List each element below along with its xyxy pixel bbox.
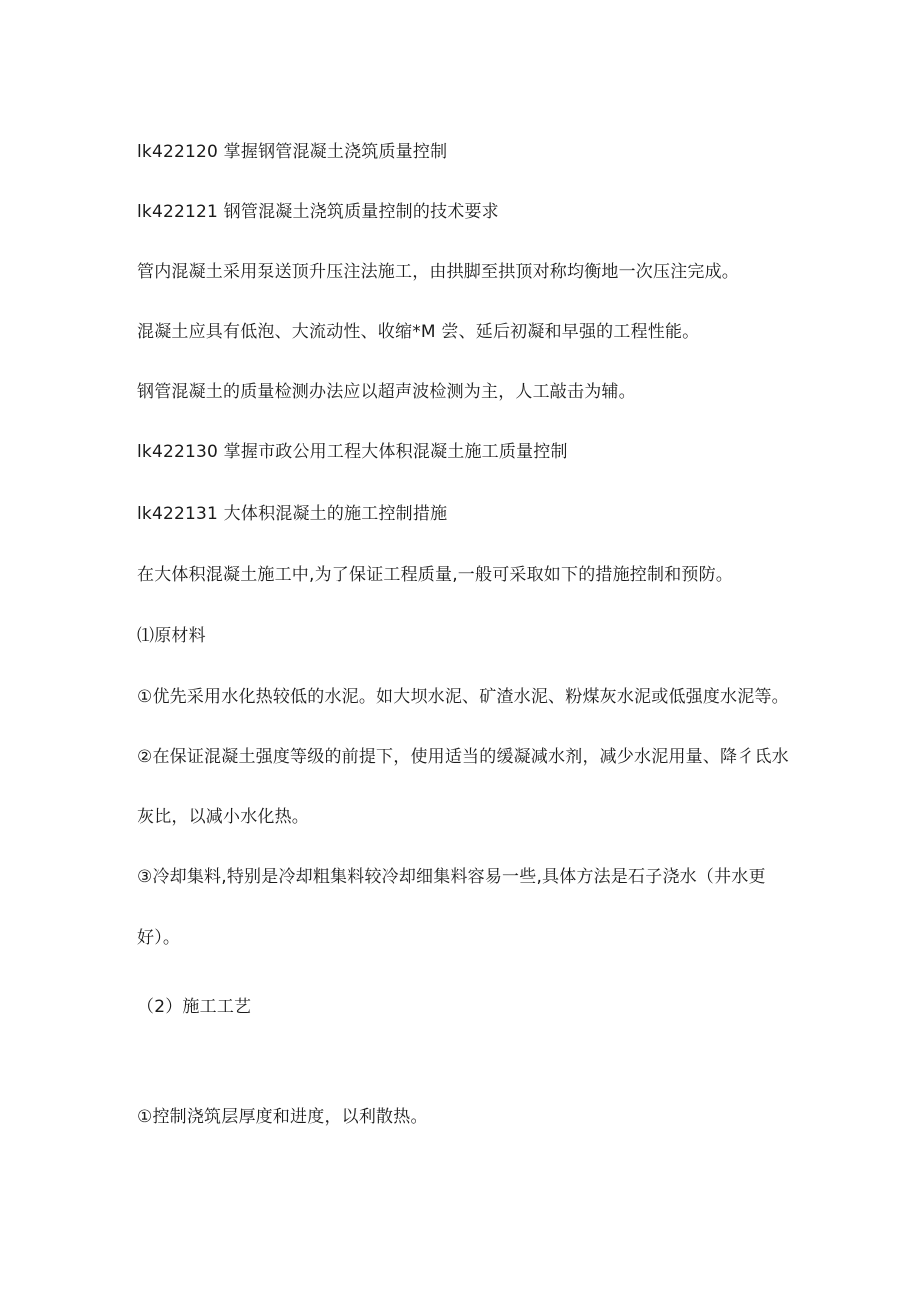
list-item: ②在保证混凝土强度等级的前提下，使用适当的缓凝减水剂，减少水泥用量、降彳氐水 <box>137 747 789 767</box>
section-heading-lk422120: lk422120 掌握钢管混凝土浇筑质量控制 <box>137 142 448 162</box>
paragraph-line: 在大体积混凝土施工中,为了保证工程质量,一般可采取如下的措施控制和预防。 <box>137 565 734 585</box>
section-heading-lk422130: lk422130 掌握市政公用工程大体积混凝土施工质量控制 <box>137 442 568 462</box>
list-item-continuation: 好）。 <box>137 928 181 948</box>
list-item: ③冷却集料,特别是冷却粗集料较冷却细集料容易一些,具体方法是石子浇水（井水更 <box>137 867 766 887</box>
paragraph-line: 钢管混凝土的质量检测办法应以超声波检测为主，人工敲击为辅。 <box>137 382 636 402</box>
paragraph-line: 混凝土应具有低泡、大流动性、收缩*M 尝、延后初凝和早强的工程性能。 <box>137 322 700 342</box>
paragraph-line: 管内混凝土采用泵送顶升压注法施工，由拱脚至拱顶对称均衡地一次压注完成。 <box>137 262 739 282</box>
section-heading-lk422131: lk422131 大体积混凝土的施工控制措施 <box>137 504 448 524</box>
list-item: ①优先采用水化热较低的水泥。如大坝水泥、矿渣水泥、粉煤灰水泥或低强度水泥等。 <box>137 687 789 707</box>
section-heading-lk422121: lk422121 钢管混凝土浇筑质量控制的技术要求 <box>137 202 499 222</box>
subsection-heading-raw-materials: ⑴原材料 <box>137 626 206 646</box>
list-item-continuation: 灰比，以减小水化热。 <box>137 807 309 827</box>
list-item: ①控制浇筑层厚度和进度，以利散热。 <box>137 1107 428 1127</box>
subsection-heading-process: （2）施工工艺 <box>137 997 252 1017</box>
